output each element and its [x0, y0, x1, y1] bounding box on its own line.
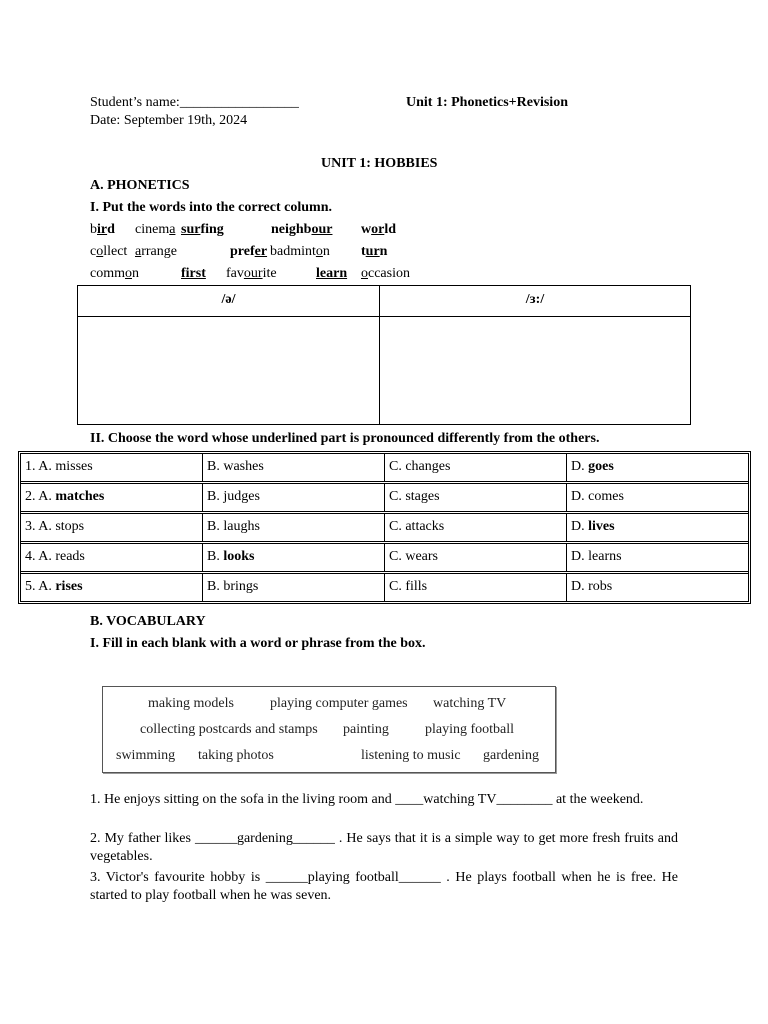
box-word: playing computer games [270, 696, 408, 711]
table-row [21, 571, 748, 601]
word-box [102, 686, 556, 773]
word-collect: collect [90, 244, 128, 259]
option-3a[interactable]: 3. A. stops [25, 519, 85, 534]
word-cinema: cinema [135, 222, 176, 237]
word-turn: turn [361, 244, 388, 259]
option-1b[interactable]: B. washes [202, 454, 384, 481]
unit-title: Unit 1: Phonetics+Revision [406, 95, 568, 110]
word-common: common [90, 266, 139, 281]
table-row [21, 481, 748, 511]
option-3b[interactable]: B. laughs [202, 514, 384, 541]
box-word: watching TV [433, 696, 507, 711]
pronunciation-table [18, 451, 751, 604]
word-surfing: surfing [181, 222, 224, 237]
option-5d[interactable]: D. robs [566, 574, 748, 601]
phonetic-columns-table [77, 285, 691, 425]
table-row [21, 511, 748, 541]
option-5b[interactable]: B. brings [202, 574, 384, 601]
word-prefer: prefer [230, 244, 268, 259]
option-4c[interactable]: C. wears [384, 544, 566, 571]
box-word: painting [343, 722, 389, 737]
option-5a[interactable]: 5. A. rises [25, 579, 83, 594]
section-b-title: B. VOCABULARY [90, 614, 206, 629]
box-word: collecting postcards and stamps [140, 722, 318, 737]
word-world: world [361, 222, 397, 237]
option-2c[interactable]: C. stages [384, 484, 566, 511]
box-word: playing football [425, 722, 515, 737]
column-er-answer-area[interactable] [380, 317, 690, 424]
option-1d[interactable]: D. goes [566, 454, 748, 481]
box-word: making models [148, 696, 234, 711]
section-a-title: A. PHONETICS [90, 178, 190, 193]
date-label: Date: September 19th, 2024 [90, 113, 248, 128]
word-badminton: badminton [270, 244, 330, 259]
box-word: listening to music [361, 748, 461, 763]
option-3d[interactable]: D. lives [566, 514, 748, 541]
main-title: UNIT 1: HOBBIES [321, 156, 438, 171]
option-2a[interactable]: 2. A. matches [25, 489, 105, 504]
question-1[interactable]: 1. He enjoys sitting on the sofa in the living room and ____watching TV________ at the weekend. [90, 792, 644, 807]
option-2b[interactable]: B. judges [202, 484, 384, 511]
box-word: gardening [483, 748, 539, 763]
option-2d[interactable]: D. comes [566, 484, 748, 511]
table-row [21, 454, 748, 481]
option-4d[interactable]: D. learns [566, 544, 748, 571]
word-arrange: arrange [135, 244, 177, 259]
section-b-instruction: I. Fill in each blank with a word or phrase from the box. [90, 636, 426, 651]
table-row [21, 541, 748, 571]
option-1a[interactable]: 1. A. misses [25, 459, 93, 474]
part1-instruction: I. Put the words into the correct column. [90, 200, 332, 215]
column-schwa-header: /ə/ [221, 292, 236, 307]
question-3[interactable]: 3. Victor's favourite hobby is ______playing football______ . He plays football when he is free. He started to play football when he was seven. [90, 870, 678, 903]
question-2[interactable]: 2. My father likes ______gardening______ . He says that it is a simple way to get more fresh fruits and vegetables. [90, 831, 678, 864]
option-3c[interactable]: C. attacks [384, 514, 566, 541]
column-schwa-answer-area[interactable] [78, 317, 378, 424]
option-5c[interactable]: C. fills [384, 574, 566, 601]
option-4b[interactable]: B. looks [202, 544, 384, 571]
student-name-label: Student’s name:_________________ [90, 95, 299, 110]
word-occasion: occasion [361, 266, 410, 281]
box-word: swimming [116, 748, 176, 763]
part2-instruction: II. Choose the word whose underlined part is pronounced differently from the others. [90, 431, 600, 446]
word-learn: learn [316, 266, 348, 281]
word-first: first [181, 266, 206, 281]
option-1c[interactable]: C. changes [384, 454, 566, 481]
word-favourite: favourite [226, 266, 277, 281]
word-bird: bird [90, 222, 115, 237]
option-4a[interactable]: 4. A. reads [25, 549, 85, 564]
box-word: taking photos [198, 748, 274, 763]
word-neighbour: neighbour [271, 222, 333, 237]
column-er-header: /ɜ:/ [525, 292, 545, 307]
